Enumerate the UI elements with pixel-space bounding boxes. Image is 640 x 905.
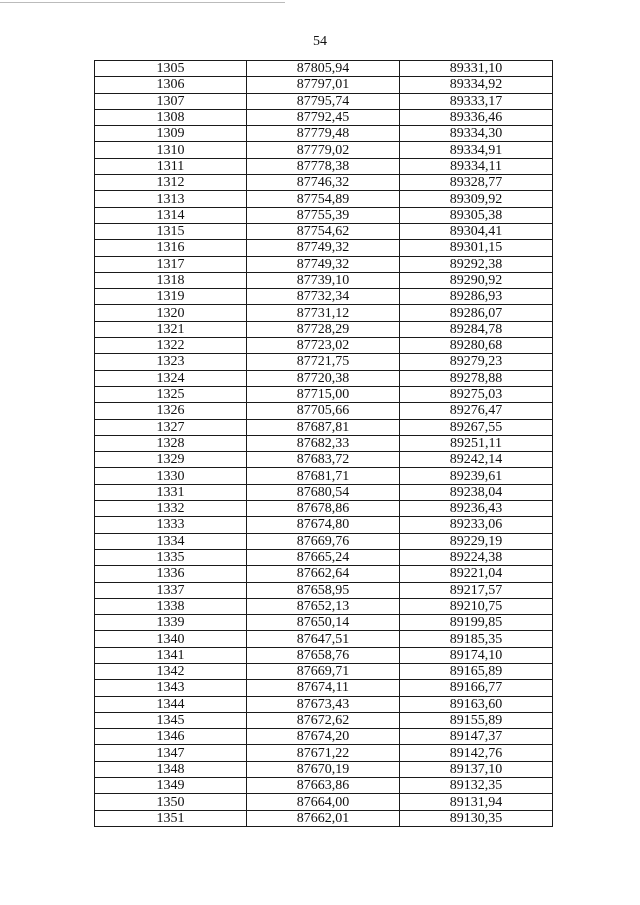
y-coordinate-cell: 89333,17 [400,93,553,109]
point-number-cell: 1324 [95,370,247,386]
point-number-cell: 1347 [95,745,247,761]
table-row [95,794,553,810]
table-row [95,452,553,468]
point-number-cell: 1350 [95,794,247,810]
y-coordinate-cell: 89137,10 [400,761,553,777]
x-coordinate-cell: 87720,38 [247,370,400,386]
x-coordinate-cell: 87658,76 [247,647,400,663]
x-coordinate-cell: 87732,34 [247,289,400,305]
point-number-cell: 1305 [95,61,247,77]
point-number-cell: 1314 [95,207,247,223]
table-row [95,109,553,125]
y-coordinate-cell: 89142,76 [400,745,553,761]
y-coordinate-cell: 89328,77 [400,175,553,191]
point-number-cell: 1351 [95,810,247,826]
y-coordinate-cell: 89304,41 [400,223,553,239]
table-row [95,712,553,728]
y-coordinate-cell: 89331,10 [400,61,553,77]
table-row [95,533,553,549]
point-number-cell: 1341 [95,647,247,663]
y-coordinate-cell: 89301,15 [400,240,553,256]
y-coordinate-cell: 89334,91 [400,142,553,158]
x-coordinate-cell: 87652,13 [247,598,400,614]
x-coordinate-cell: 87674,20 [247,729,400,745]
point-number-cell: 1346 [95,729,247,745]
point-number-cell: 1325 [95,386,247,402]
y-coordinate-cell: 89334,92 [400,77,553,93]
x-coordinate-cell: 87728,29 [247,321,400,337]
x-coordinate-cell: 87687,81 [247,419,400,435]
table-row [95,403,553,419]
y-coordinate-cell: 89239,61 [400,468,553,484]
x-coordinate-cell: 87670,19 [247,761,400,777]
table-row [95,647,553,663]
y-coordinate-cell: 89279,23 [400,354,553,370]
coordinates-table [94,60,553,827]
point-number-cell: 1329 [95,452,247,468]
y-coordinate-cell: 89210,75 [400,598,553,614]
y-coordinate-cell: 89224,38 [400,549,553,565]
y-coordinate-cell: 89292,38 [400,256,553,272]
table-row [95,582,553,598]
x-coordinate-cell: 87681,71 [247,468,400,484]
y-coordinate-cell: 89286,07 [400,305,553,321]
table-row [95,93,553,109]
x-coordinate-cell: 87779,02 [247,142,400,158]
y-coordinate-cell: 89185,35 [400,631,553,647]
y-coordinate-cell: 89242,14 [400,452,553,468]
x-coordinate-cell: 87749,32 [247,256,400,272]
x-coordinate-cell: 87680,54 [247,484,400,500]
table-row [95,142,553,158]
y-coordinate-cell: 89199,85 [400,615,553,631]
x-coordinate-cell: 87754,89 [247,191,400,207]
point-number-cell: 1328 [95,435,247,451]
table-row [95,354,553,370]
x-coordinate-cell: 87669,71 [247,663,400,679]
point-number-cell: 1348 [95,761,247,777]
y-coordinate-cell: 89217,57 [400,582,553,598]
y-coordinate-cell: 89275,03 [400,386,553,402]
x-coordinate-cell: 87674,80 [247,517,400,533]
point-number-cell: 1331 [95,484,247,500]
x-coordinate-cell: 87658,95 [247,582,400,598]
point-number-cell: 1349 [95,778,247,794]
point-number-cell: 1339 [95,615,247,631]
x-coordinate-cell: 87683,72 [247,452,400,468]
x-coordinate-cell: 87647,51 [247,631,400,647]
table-row [95,191,553,207]
point-number-cell: 1318 [95,272,247,288]
point-number-cell: 1307 [95,93,247,109]
x-coordinate-cell: 87797,01 [247,77,400,93]
y-coordinate-cell: 89280,68 [400,338,553,354]
point-number-cell: 1306 [95,77,247,93]
x-coordinate-cell: 87662,01 [247,810,400,826]
y-coordinate-cell: 89251,11 [400,435,553,451]
x-coordinate-cell: 87778,38 [247,158,400,174]
table-row [95,370,553,386]
point-number-cell: 1333 [95,517,247,533]
table-row [95,289,553,305]
point-number-cell: 1311 [95,158,247,174]
table-row [95,566,553,582]
table-row [95,207,553,223]
x-coordinate-cell: 87746,32 [247,175,400,191]
x-coordinate-cell: 87739,10 [247,272,400,288]
x-coordinate-cell: 87672,62 [247,712,400,728]
table-row [95,598,553,614]
y-coordinate-cell: 89221,04 [400,566,553,582]
y-coordinate-cell: 89290,92 [400,272,553,288]
point-number-cell: 1320 [95,305,247,321]
table-row [95,468,553,484]
point-number-cell: 1308 [95,109,247,125]
point-number-cell: 1322 [95,338,247,354]
table-row [95,761,553,777]
point-number-cell: 1335 [95,549,247,565]
point-number-cell: 1310 [95,142,247,158]
table-row [95,501,553,517]
x-coordinate-cell: 87805,94 [247,61,400,77]
table-row [95,419,553,435]
x-coordinate-cell: 87671,22 [247,745,400,761]
table-row [95,321,553,337]
x-coordinate-cell: 87665,24 [247,549,400,565]
table-row [95,631,553,647]
y-coordinate-cell: 89276,47 [400,403,553,419]
x-coordinate-cell: 87674,11 [247,680,400,696]
table-row [95,435,553,451]
y-coordinate-cell: 89267,55 [400,419,553,435]
x-coordinate-cell: 87715,00 [247,386,400,402]
table-row [95,126,553,142]
x-coordinate-cell: 87673,43 [247,696,400,712]
y-coordinate-cell: 89130,35 [400,810,553,826]
point-number-cell: 1316 [95,240,247,256]
scan-edge-line [0,2,285,3]
coordinates-table-body [95,61,553,827]
y-coordinate-cell: 89155,89 [400,712,553,728]
table-row [95,223,553,239]
table-row [95,729,553,745]
y-coordinate-cell: 89236,43 [400,501,553,517]
table-row [95,158,553,174]
x-coordinate-cell: 87721,75 [247,354,400,370]
table-row [95,77,553,93]
x-coordinate-cell: 87779,48 [247,126,400,142]
page-number: 54 [313,34,327,49]
table-row [95,272,553,288]
table-row [95,175,553,191]
y-coordinate-cell: 89229,19 [400,533,553,549]
point-number-cell: 1342 [95,663,247,679]
point-number-cell: 1319 [95,289,247,305]
y-coordinate-cell: 89147,37 [400,729,553,745]
x-coordinate-cell: 87705,66 [247,403,400,419]
y-coordinate-cell: 89305,38 [400,207,553,223]
x-coordinate-cell: 87731,12 [247,305,400,321]
y-coordinate-cell: 89163,60 [400,696,553,712]
x-coordinate-cell: 87664,00 [247,794,400,810]
point-number-cell: 1312 [95,175,247,191]
table-row [95,61,553,77]
point-number-cell: 1340 [95,631,247,647]
x-coordinate-cell: 87755,39 [247,207,400,223]
x-coordinate-cell: 87650,14 [247,615,400,631]
point-number-cell: 1336 [95,566,247,582]
table-row [95,549,553,565]
point-number-cell: 1343 [95,680,247,696]
point-number-cell: 1332 [95,501,247,517]
x-coordinate-cell: 87669,76 [247,533,400,549]
table-row [95,517,553,533]
table-row [95,256,553,272]
table-row [95,680,553,696]
y-coordinate-cell: 89132,35 [400,778,553,794]
x-coordinate-cell: 87682,33 [247,435,400,451]
x-coordinate-cell: 87663,86 [247,778,400,794]
x-coordinate-cell: 87723,02 [247,338,400,354]
point-number-cell: 1323 [95,354,247,370]
y-coordinate-cell: 89233,06 [400,517,553,533]
y-coordinate-cell: 89238,04 [400,484,553,500]
y-coordinate-cell: 89334,30 [400,126,553,142]
table-row [95,386,553,402]
x-coordinate-cell: 87754,62 [247,223,400,239]
point-number-cell: 1338 [95,598,247,614]
point-number-cell: 1334 [95,533,247,549]
point-number-cell: 1315 [95,223,247,239]
y-coordinate-cell: 89131,94 [400,794,553,810]
table-row [95,778,553,794]
x-coordinate-cell: 87795,74 [247,93,400,109]
point-number-cell: 1326 [95,403,247,419]
y-coordinate-cell: 89309,92 [400,191,553,207]
y-coordinate-cell: 89166,77 [400,680,553,696]
table-row [95,810,553,826]
x-coordinate-cell: 87792,45 [247,109,400,125]
table-row [95,615,553,631]
x-coordinate-cell: 87749,32 [247,240,400,256]
table-row [95,745,553,761]
y-coordinate-cell: 89174,10 [400,647,553,663]
point-number-cell: 1337 [95,582,247,598]
point-number-cell: 1309 [95,126,247,142]
x-coordinate-cell: 87662,64 [247,566,400,582]
y-coordinate-cell: 89278,88 [400,370,553,386]
table-row [95,696,553,712]
point-number-cell: 1345 [95,712,247,728]
point-number-cell: 1321 [95,321,247,337]
x-coordinate-cell: 87678,86 [247,501,400,517]
point-number-cell: 1327 [95,419,247,435]
y-coordinate-cell: 89336,46 [400,109,553,125]
y-coordinate-cell: 89286,93 [400,289,553,305]
y-coordinate-cell: 89334,11 [400,158,553,174]
table-row [95,338,553,354]
table-row [95,305,553,321]
table-row [95,240,553,256]
point-number-cell: 1330 [95,468,247,484]
y-coordinate-cell: 89165,89 [400,663,553,679]
point-number-cell: 1317 [95,256,247,272]
point-number-cell: 1313 [95,191,247,207]
y-coordinate-cell: 89284,78 [400,321,553,337]
table-row [95,484,553,500]
point-number-cell: 1344 [95,696,247,712]
table-row [95,663,553,679]
